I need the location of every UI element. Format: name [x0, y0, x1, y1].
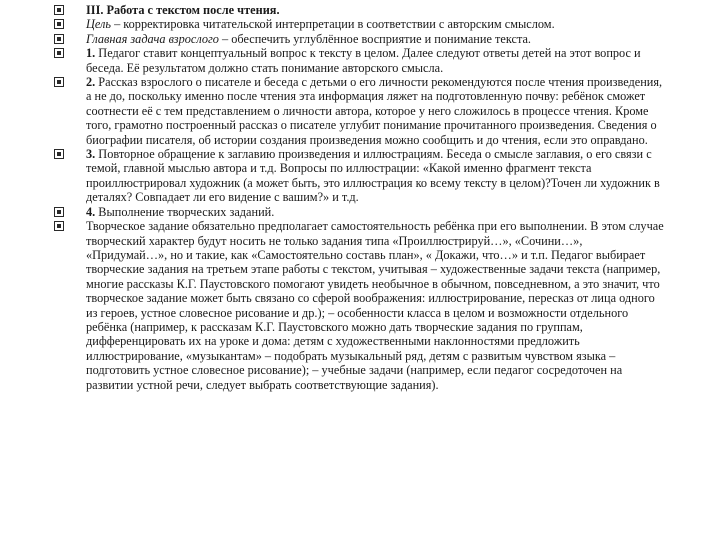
item-number: 1. — [86, 46, 96, 61]
item-text: Педагог ставит концептуальный вопрос к тексту в целом. Далее следуют ответы детей на этот вопрос и беседа. Её результатом должно стать понимание авторского смысла. — [86, 46, 641, 75]
list-item — [54, 3, 664, 17]
item-number: 3. — [86, 147, 96, 162]
square-bullet-icon — [54, 77, 64, 87]
item-text: – обеспечить углублённое восприятие и понимание текста. — [218, 31, 532, 46]
section-heading: III. Работа с текстом после чтения. — [86, 3, 280, 17]
bullet-list — [54, 3, 664, 392]
item-text: Выполнение творческих заданий. — [95, 204, 275, 219]
item-lead: Главная задача взрослого — [86, 31, 219, 46]
list-item — [54, 46, 664, 75]
item-text: Творческое задание обязательно предполагает самостоятельность ребёнка при его выполнении. В этом случае творческий характер будут носить не только задания типа «Проиллюстрируй…», «Сочини…», «Придумай…», но и такие, как «Самостоятельно составь план», « Докажи, что…» и т.п. Педагог выбирает творческие задания на третьем этапе работы с текстом, учитывая – художественные задачи текста (например, многие рассказы К.Г. Паустовского помогают увидеть необычное в обычном, повседневном, а это значит, что творческое задание может быть связано со сферой воображения: иллюстрирование, пересказ от лица одного из героев, устное словесное рисование и др.); – особенности класса в целом и возможности отдельного ребёнка (например, к рассказам К.Г. Паустовского можно дать творческие задания по группам, дифференцировать их на уроке и дома: детям с художественными наклонностями предложить иллюстрирование, «музыкантам» – подобрать музыкальный ряд, детям с развитым чувством языка – подготовить устное словесное рисование); – учебные задачи (например, если педагог сосредоточен на развитии устной речи, следует выбрать соответствующие задания). — [86, 219, 664, 392]
item-lead: Цель — [86, 17, 111, 32]
square-bullet-icon — [54, 5, 64, 15]
list-item — [54, 17, 664, 31]
square-bullet-icon — [54, 207, 64, 217]
item-text: – корректировка читательской интерпретации в соответствии с авторским смыслом. — [111, 17, 555, 32]
item-text: Рассказ взрослого о писателе и беседа с детьми о его личности рекомендуются после чтения произведения, а не до, поскольку именно после чтения эта информация ляжет на подготовленную почву: ребёнок сможет соотнести её с тем представлением о личности автора, которое у него сложилось в процессе чтения. Кроме того, грамотно построенный рассказ о писателе углубит понимание прочитанного произведения. Сведения о биографии писателя, об истории создания произведения можно сообщить и до чтения, если это оправдано. — [86, 75, 663, 147]
list-item — [54, 32, 664, 46]
square-bullet-icon — [54, 34, 64, 44]
square-bullet-icon — [54, 149, 64, 159]
square-bullet-icon — [54, 48, 64, 58]
item-number: 2. — [86, 75, 96, 90]
list-item — [54, 75, 664, 147]
list-item — [54, 219, 664, 392]
list-item — [54, 205, 664, 219]
square-bullet-icon — [54, 221, 64, 231]
list-item — [54, 147, 664, 205]
square-bullet-icon — [54, 19, 64, 29]
item-number: 4. — [86, 204, 96, 219]
item-text: Повторное обращение к заглавию произведения и иллюстрациям. Беседа о смысле заглавия, о его связи с темой, главной мыслью автора и т.д. Вопросы по иллюстрации: «Какой именно фрагмент текста проиллюстрировал художник (а может быть, это иллюстрация ко всему тексту в целом)?Точен ли художник в деталях? Совпадает ли его видение с вашим?» и т.д. — [86, 147, 660, 205]
